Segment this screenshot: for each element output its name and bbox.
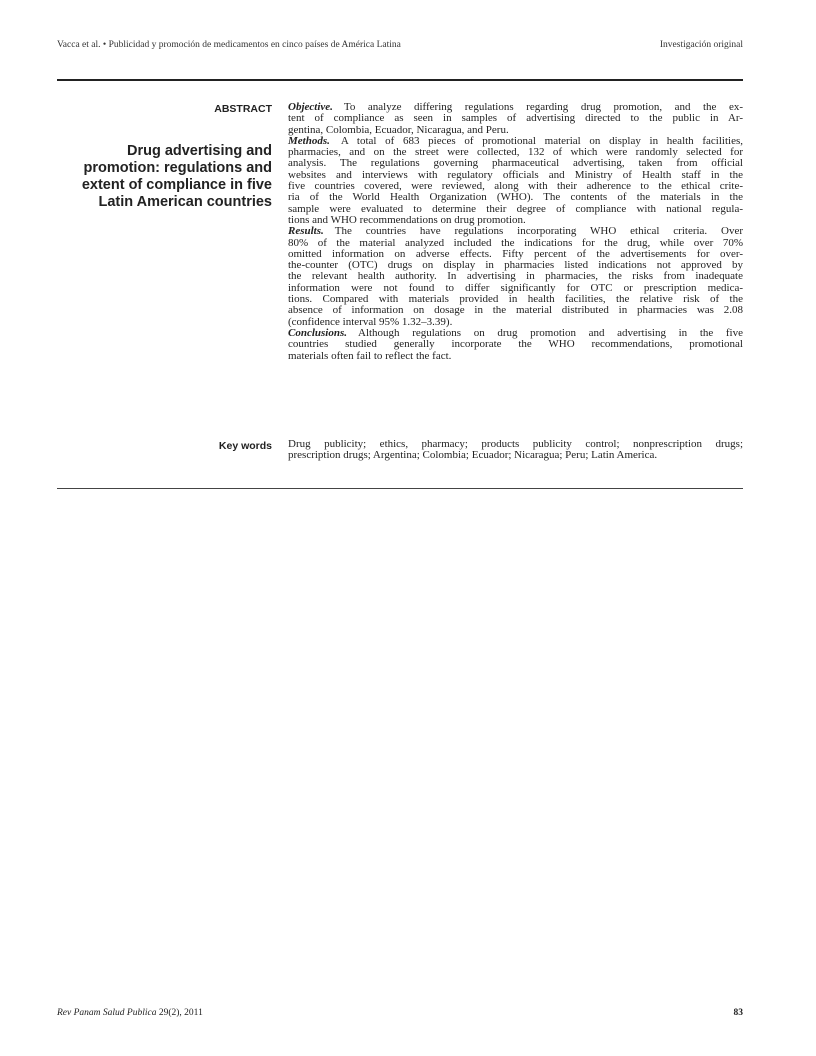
line-text: tions and WHO recommendations on drug promotion. <box>288 213 526 226</box>
abstract-label: ABSTRACT <box>214 103 272 115</box>
running-header-right: Investigación original <box>659 40 743 50</box>
line-text: The countries have regulations incorporating WHO ethical criteria. Over <box>334 225 743 238</box>
line-text: analysis. The regulations governing pharmaceutical advertising, taken from official <box>288 157 743 170</box>
line-text: the-counter (OTC) drugs on display in pharmacies listed indications not approved by <box>288 259 743 272</box>
abstract-line <box>288 351 743 362</box>
journal-name: Rev Panam Salud Publica <box>57 1008 157 1018</box>
line-text: ria of the World Health Organization (WHO). The contents of the materials in the <box>288 191 743 204</box>
line-text: Although regulations on drug promotion and advertising in the five <box>358 326 743 339</box>
line-text: countries studied generally incorporate the WHO recommendations, promotional <box>288 338 743 351</box>
keywords-label: Key words <box>218 440 272 452</box>
line-text: tent of compliance as seen in samples of advertising directed to the public in Ar- <box>288 112 743 125</box>
top-rule <box>57 79 743 81</box>
line-text: the relevant health authority. In advertising in pharmacies, the risks from inadequate <box>288 270 743 283</box>
page-number: 83 <box>733 1008 743 1018</box>
keywords-line: prescription drugs; Argentina; Colombia; Ecuador; Nicaragua; Peru; Latin America. <box>288 449 658 462</box>
section-heading: Results. <box>288 225 324 238</box>
running-header-left: Vacca et al. • Publicidad y promoción de medicamentos en cinco países de América Latina <box>57 40 401 50</box>
line-text: (confidence interval 95% 1.32–3.39). <box>288 315 453 328</box>
line-text: gentina, Colombia, Ecuador, Nicaragua, and Peru. <box>288 123 509 136</box>
line-text: materials often fail to reflect the fact. <box>288 349 452 362</box>
line-text: pharmacies, and on the street were collected, 132 of which were randomly selected for <box>288 146 743 159</box>
line-text: A total of 683 pieces of promotional material on display in health facilities, <box>340 134 743 147</box>
line-text: tions. Compared with materials provided in health facilities, the relative risk of the <box>288 293 743 306</box>
line-text: absence of information on dosage in the material distributed in pharmacies was 2.08 <box>288 304 743 317</box>
journal-issue: 29(2), 2011 <box>156 1008 203 1018</box>
line-text: omitted information on adverse effects. Fifty percent of the advertisements for over- <box>288 247 743 260</box>
line-text: information were not found to differ significantly for OTC or prescription medica- <box>288 281 743 294</box>
abstract-body <box>288 102 743 362</box>
section-heading: Conclusions. <box>288 326 347 339</box>
section-heading: Methods. <box>288 134 330 147</box>
line-text: sample were evaluated to determine their degree of compliance with national regula- <box>288 202 743 215</box>
keywords-line: Drug publicity; ethics, pharmacy; products publicity control; nonprescription drugs; <box>288 438 743 450</box>
line-text: websites and interviews with regulatory officials and Ministry of Health staff in the <box>288 168 743 181</box>
bottom-rule <box>57 488 743 489</box>
line-text: five countries covered, were reviewed, along with their adherence to the ethical crite- <box>288 180 743 193</box>
line-text: To analyze differing regulations regarding drug promotion, and the ex- <box>343 101 743 113</box>
section-heading: Objective. <box>288 101 333 113</box>
article-title: Drug advertising and promotion: regulations and extent of compliance in five Latin American countries <box>81 143 272 210</box>
footer-citation <box>57 1008 203 1018</box>
keywords-body <box>288 439 743 462</box>
line-text: 80% of the material analyzed included the indications for the drug, while over 70% <box>288 236 743 249</box>
